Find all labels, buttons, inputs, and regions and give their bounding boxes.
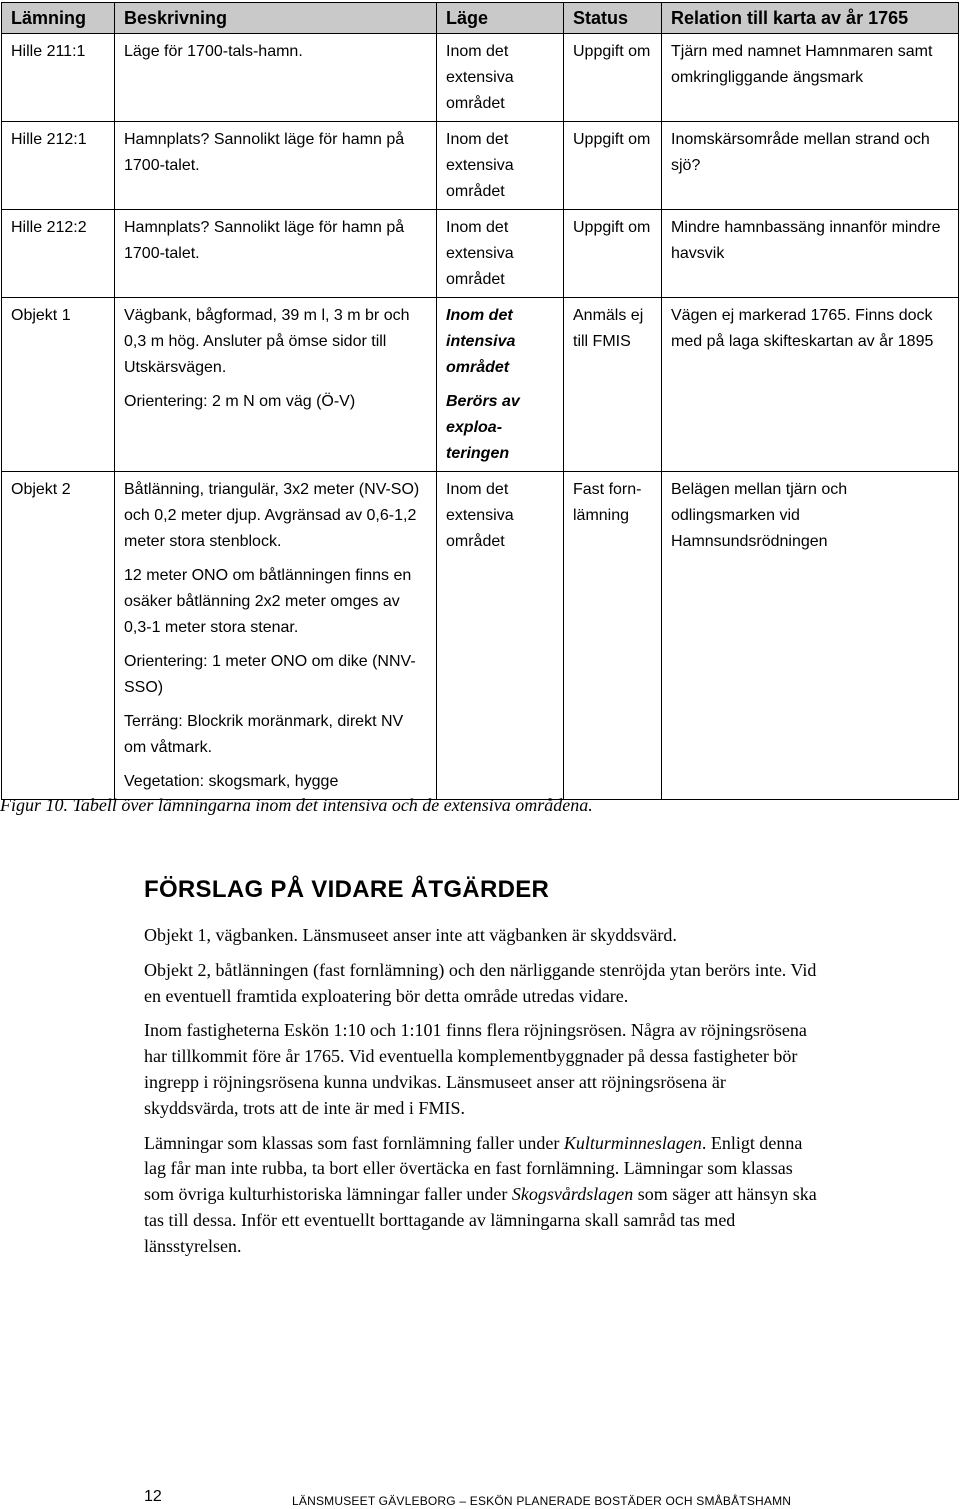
paragraph: Objekt 1, vägbanken. Länsmuseet anser inte att vägbanken är skyddsvärd.	[144, 925, 677, 945]
desc-secondary: 12 meter ONO om båtlänningen finns en osäker båtlänning 2x2 meter omges av 0,3-1 meter stora stenar.	[124, 567, 412, 636]
desc-text: Vägbank, bågformad, 39 m l, 3 m br och 0,3 m hög. Ansluter på ömse sidor till Utskärsvägen.	[124, 307, 410, 376]
paragraph: Objekt 2, båtlänningen (fast fornlämning) och den närliggande stenröjda ytan berörs inte. Vid en eventuell framtida exploatering bör detta område utredas vidare.	[144, 959, 817, 1006]
cell-desc: Hamnplats? Sannolikt läge för hamn på 1700-talet.	[115, 210, 437, 298]
table-header-row	[2, 3, 959, 34]
cell-desc	[115, 472, 437, 800]
section-heading: FÖRSLAG PÅ VIDARE ÅTGÄRDER	[144, 876, 550, 903]
col-header-lamning: Lämning	[2, 3, 115, 34]
body-text	[144, 923, 824, 1269]
cell-status: Fast forn-lämning	[564, 472, 662, 800]
table-row	[2, 34, 959, 122]
table-row	[2, 472, 959, 800]
paragraph-part: som säger att hänsyn ska tas till dessa. Inför ett eventuellt borttagande av lämningarna skall samråd tas med länsstyrelsen.	[144, 1184, 817, 1256]
col-header-beskrivning: Beskrivning	[115, 3, 437, 34]
cell-relation: Tjärn med namnet Hamnmaren samt omkringliggande ängsmark	[662, 34, 959, 122]
lage-affected: Berörs av exploa-teringen	[446, 393, 520, 462]
law-name: Kulturminneslagen	[563, 1132, 702, 1153]
cell-id: Objekt 1	[2, 298, 115, 472]
cell-desc: Hamnplats? Sannolikt läge för hamn på 1700-talet.	[115, 122, 437, 210]
desc-orientation: Orientering: 2 m N om väg (Ö-V)	[124, 393, 356, 410]
cell-status: Uppgift om	[564, 210, 662, 298]
cell-id: Objekt 2	[2, 472, 115, 800]
cell-relation: Inomskärsområde mellan strand och sjö?	[662, 122, 959, 210]
desc-orientation: Orientering: 1 meter ONO om dike (NNV-SSO)	[124, 653, 416, 696]
cell-id: Hille 211:1	[2, 34, 115, 122]
paragraph-part: . Enligt denna lag får man inte rubba, ta bort eller övertäcka en fast fornlämning. Lämningar som klassas som övriga kulturhistoriska lämningar faller under	[144, 1132, 803, 1205]
figure-caption: Figur 10. Tabell över lämningarna inom det intensiva och de extensiva områdena.	[0, 795, 593, 815]
cell-lage	[437, 298, 564, 472]
cell-lage: Inom det extensiva området	[437, 34, 564, 122]
paragraph-part: Lämningar som klassas som fast fornlämning faller under	[144, 1132, 564, 1153]
cell-lage: Inom det extensiva området	[437, 210, 564, 298]
cell-status: Anmäls ej till FMIS	[564, 298, 662, 472]
law-name: Skogsvårdslagen	[511, 1184, 634, 1205]
desc-text: Båtlänning, triangulär, 3x2 meter (NV-SO) och 0,2 meter djup. Avgränsad av 0,6-1,2 meter stora stenblock.	[124, 481, 420, 550]
running-footer: LÄNSMUSEET GÄVLEBORG – ESKÖN PLANERADE BOSTÄDER OCH SMÅBÅTSHAMN	[292, 1494, 792, 1508]
paragraph: Inom fastigheterna Eskön 1:10 och 1:101 finns flera röjningsrösen. Några av röjningsrösena har tillkommit före år 1765. Vid eventuella komplementbyggnader på dessa fastigheter bör ingrepp i röjningsrösena kunna undvikas. Länsmuseet anser att röjningsrösena är skyddsvärda, trots att de inte är med i FMIS.	[144, 1020, 807, 1118]
lage-text: Inom det intensiva området	[446, 307, 516, 376]
col-header-relation: Relation till karta av år 1765	[662, 3, 959, 34]
paragraph	[144, 1131, 824, 1260]
cell-status: Uppgift om	[564, 122, 662, 210]
cell-lage: Inom det extensiva området	[437, 472, 564, 800]
table-row	[2, 298, 959, 472]
cell-relation: Mindre hamnbassäng innanför mindre havsvik	[662, 210, 959, 298]
col-header-status: Status	[564, 3, 662, 34]
cell-relation: Vägen ej markerad 1765. Finns dock med på laga skifteskartan av år 1895	[662, 298, 959, 472]
cell-id: Hille 212:1	[2, 122, 115, 210]
cell-desc	[115, 298, 437, 472]
desc-vegetation: Vegetation: skogsmark, hygge	[124, 773, 339, 790]
cell-desc: Läge för 1700-tals-hamn.	[115, 34, 437, 122]
cell-status: Uppgift om	[564, 34, 662, 122]
cell-id: Hille 212:2	[2, 210, 115, 298]
col-header-lage: Läge	[437, 3, 564, 34]
cell-relation: Belägen mellan tjärn och odlingsmarken vid Hamnsundsrödningen	[662, 472, 959, 800]
page-number: 12	[144, 1488, 162, 1505]
desc-terrain: Terräng: Blockrik moränmark, direkt NV om våtmark.	[124, 713, 404, 756]
cell-lage: Inom det extensiva området	[437, 122, 564, 210]
table-row	[2, 122, 959, 210]
remains-table	[1, 2, 958, 800]
table-row	[2, 210, 959, 298]
